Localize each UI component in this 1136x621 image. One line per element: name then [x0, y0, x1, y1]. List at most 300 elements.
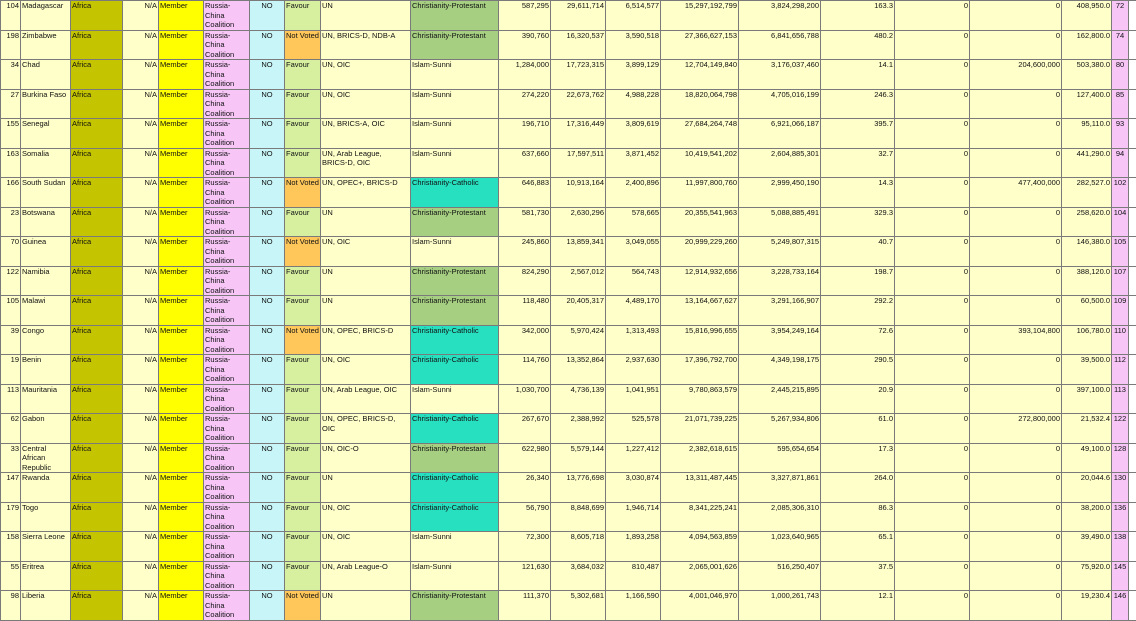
- cell-population[interactable]: 17,597,511: [551, 148, 606, 178]
- cell-population[interactable]: 2,388,992: [551, 414, 606, 444]
- cell-value-6[interactable]: 290.5: [821, 355, 895, 385]
- cell-value-3[interactable]: 1,893,258: [606, 532, 661, 562]
- cell-row-number[interactable]: 147: [1, 473, 21, 503]
- cell-value-8[interactable]: 0: [970, 119, 1062, 149]
- cell-religion[interactable]: Islam-Sunni: [411, 89, 499, 119]
- cell-value-8[interactable]: 0: [970, 237, 1062, 267]
- cell-organizations[interactable]: UN, Arab League, OIC: [321, 384, 411, 414]
- cell-row-number[interactable]: 27: [1, 89, 21, 119]
- cell-membership[interactable]: Member: [159, 355, 204, 385]
- cell-country[interactable]: Chad: [21, 60, 71, 90]
- cell-value-8[interactable]: 477,400,000: [970, 178, 1062, 208]
- cell-vote[interactable]: Favour: [285, 207, 321, 237]
- cell-value-5[interactable]: 3,954,249,164: [739, 325, 821, 355]
- cell-next-column-edge[interactable]: [1129, 266, 1136, 296]
- cell-rank[interactable]: 128: [1112, 443, 1129, 473]
- cell-membership[interactable]: Member: [159, 266, 204, 296]
- cell-value-6[interactable]: 12.1: [821, 591, 895, 621]
- cell-population[interactable]: 8,848,699: [551, 502, 606, 532]
- cell-country[interactable]: Botswana: [21, 207, 71, 237]
- cell-rank[interactable]: 80: [1112, 60, 1129, 90]
- cell-continent[interactable]: Africa: [71, 207, 123, 237]
- cell-vote[interactable]: Favour: [285, 266, 321, 296]
- cell-membership[interactable]: Member: [159, 30, 204, 60]
- cell-membership[interactable]: Member: [159, 414, 204, 444]
- cell-vote[interactable]: Not Voted: [285, 178, 321, 208]
- cell-organizations[interactable]: UN, OIC: [321, 355, 411, 385]
- cell-value-8[interactable]: 272,800,000: [970, 414, 1062, 444]
- cell-value-5[interactable]: 3,824,298,200: [739, 1, 821, 31]
- cell-organizations[interactable]: UN: [321, 591, 411, 621]
- cell-continent[interactable]: Africa: [71, 502, 123, 532]
- cell-na[interactable]: N/A: [123, 355, 159, 385]
- cell-country[interactable]: Togo: [21, 502, 71, 532]
- cell-na[interactable]: N/A: [123, 148, 159, 178]
- cell-area[interactable]: 245,860: [499, 237, 551, 267]
- cell-value-3[interactable]: 3,030,874: [606, 473, 661, 503]
- cell-next-column-edge[interactable]: [1129, 148, 1136, 178]
- cell-area[interactable]: 390,760: [499, 30, 551, 60]
- cell-vote[interactable]: Not Voted: [285, 591, 321, 621]
- cell-coalition[interactable]: Russia-China Coalition: [204, 148, 250, 178]
- cell-rank[interactable]: 146: [1112, 591, 1129, 621]
- cell-membership[interactable]: Member: [159, 237, 204, 267]
- cell-country[interactable]: Central African Republic: [21, 443, 71, 473]
- cell-value-5[interactable]: 2,604,885,301: [739, 148, 821, 178]
- cell-organizations[interactable]: UN, OIC: [321, 532, 411, 562]
- cell-value-3[interactable]: 1,946,714: [606, 502, 661, 532]
- cell-coalition[interactable]: Russia-China Coalition: [204, 443, 250, 473]
- cell-value-5[interactable]: 3,228,733,164: [739, 266, 821, 296]
- cell-value-9[interactable]: 19,230.4: [1062, 591, 1112, 621]
- cell-organizations[interactable]: UN, OIC-O: [321, 443, 411, 473]
- cell-continent[interactable]: Africa: [71, 355, 123, 385]
- cell-value-4[interactable]: 15,297,192,799: [661, 1, 739, 31]
- cell-value-8[interactable]: 204,600,000: [970, 60, 1062, 90]
- cell-coalition[interactable]: Russia-China Coalition: [204, 237, 250, 267]
- cell-continent[interactable]: Africa: [71, 296, 123, 326]
- cell-membership[interactable]: Member: [159, 178, 204, 208]
- cell-vote[interactable]: Favour: [285, 148, 321, 178]
- cell-value-6[interactable]: 264.0: [821, 473, 895, 503]
- cell-religion[interactable]: Islam-Sunni: [411, 119, 499, 149]
- cell-religion[interactable]: Islam-Sunni: [411, 561, 499, 591]
- cell-value-7[interactable]: 0: [895, 207, 970, 237]
- cell-vote[interactable]: Favour: [285, 355, 321, 385]
- cell-membership[interactable]: Member: [159, 325, 204, 355]
- cell-next-column-edge[interactable]: [1129, 561, 1136, 591]
- cell-next-column-edge[interactable]: [1129, 502, 1136, 532]
- cell-membership[interactable]: Member: [159, 1, 204, 31]
- cell-population[interactable]: 10,913,164: [551, 178, 606, 208]
- cell-rank[interactable]: 93: [1112, 119, 1129, 149]
- cell-coalition[interactable]: Russia-China Coalition: [204, 414, 250, 444]
- cell-value-7[interactable]: 0: [895, 384, 970, 414]
- cell-row-number[interactable]: 33: [1, 443, 21, 473]
- cell-value-9[interactable]: 503,380.0: [1062, 60, 1112, 90]
- cell-organizations[interactable]: UN: [321, 266, 411, 296]
- cell-membership[interactable]: Member: [159, 384, 204, 414]
- cell-value-8[interactable]: 393,104,800: [970, 325, 1062, 355]
- cell-next-column-edge[interactable]: [1129, 296, 1136, 326]
- cell-value-4[interactable]: 21,071,739,225: [661, 414, 739, 444]
- cell-value-4[interactable]: 18,820,064,798: [661, 89, 739, 119]
- cell-coalition[interactable]: Russia-China Coalition: [204, 89, 250, 119]
- cell-value-6[interactable]: 395.7: [821, 119, 895, 149]
- cell-country[interactable]: Madagascar: [21, 1, 71, 31]
- cell-rank[interactable]: 104: [1112, 207, 1129, 237]
- cell-row-number[interactable]: 179: [1, 502, 21, 532]
- cell-value-5[interactable]: 2,085,306,310: [739, 502, 821, 532]
- cell-na[interactable]: N/A: [123, 1, 159, 31]
- cell-value-5[interactable]: 595,654,654: [739, 443, 821, 473]
- cell-no[interactable]: NO: [250, 502, 285, 532]
- cell-coalition[interactable]: Russia-China Coalition: [204, 591, 250, 621]
- cell-value-9[interactable]: 38,200.0: [1062, 502, 1112, 532]
- cell-value-3[interactable]: 1,041,951: [606, 384, 661, 414]
- cell-organizations[interactable]: UN, OIC: [321, 237, 411, 267]
- cell-value-9[interactable]: 95,110.0: [1062, 119, 1112, 149]
- cell-value-9[interactable]: 21,532.4: [1062, 414, 1112, 444]
- cell-value-7[interactable]: 0: [895, 502, 970, 532]
- cell-value-6[interactable]: 14.1: [821, 60, 895, 90]
- cell-value-6[interactable]: 163.3: [821, 1, 895, 31]
- cell-next-column-edge[interactable]: [1129, 443, 1136, 473]
- cell-value-3[interactable]: 564,743: [606, 266, 661, 296]
- cell-value-9[interactable]: 39,490.0: [1062, 532, 1112, 562]
- cell-value-8[interactable]: 0: [970, 207, 1062, 237]
- cell-rank[interactable]: 138: [1112, 532, 1129, 562]
- cell-value-4[interactable]: 12,914,932,656: [661, 266, 739, 296]
- cell-row-number[interactable]: 163: [1, 148, 21, 178]
- cell-value-3[interactable]: 578,665: [606, 207, 661, 237]
- cell-na[interactable]: N/A: [123, 561, 159, 591]
- cell-value-8[interactable]: 0: [970, 30, 1062, 60]
- cell-population[interactable]: 5,302,681: [551, 591, 606, 621]
- cell-value-7[interactable]: 0: [895, 532, 970, 562]
- cell-next-column-edge[interactable]: [1129, 355, 1136, 385]
- cell-rank[interactable]: 85: [1112, 89, 1129, 119]
- cell-country[interactable]: Burkina Faso: [21, 89, 71, 119]
- cell-value-5[interactable]: 516,250,407: [739, 561, 821, 591]
- cell-no[interactable]: NO: [250, 561, 285, 591]
- cell-value-4[interactable]: 13,164,667,627: [661, 296, 739, 326]
- cell-religion[interactable]: Christianity-Protestant: [411, 296, 499, 326]
- cell-coalition[interactable]: Russia-China Coalition: [204, 502, 250, 532]
- cell-next-column-edge[interactable]: [1129, 532, 1136, 562]
- cell-rank[interactable]: 145: [1112, 561, 1129, 591]
- cell-value-3[interactable]: 4,988,228: [606, 89, 661, 119]
- cell-value-6[interactable]: 198.7: [821, 266, 895, 296]
- cell-value-5[interactable]: 1,023,640,965: [739, 532, 821, 562]
- cell-value-9[interactable]: 20,044.6: [1062, 473, 1112, 503]
- cell-value-6[interactable]: 37.5: [821, 561, 895, 591]
- cell-rank[interactable]: 109: [1112, 296, 1129, 326]
- cell-value-4[interactable]: 2,382,618,615: [661, 443, 739, 473]
- cell-na[interactable]: N/A: [123, 532, 159, 562]
- cell-country[interactable]: Congo: [21, 325, 71, 355]
- cell-continent[interactable]: Africa: [71, 443, 123, 473]
- cell-coalition[interactable]: Russia-China Coalition: [204, 266, 250, 296]
- cell-membership[interactable]: Member: [159, 207, 204, 237]
- cell-value-4[interactable]: 4,001,046,970: [661, 591, 739, 621]
- cell-area[interactable]: 637,660: [499, 148, 551, 178]
- cell-rank[interactable]: 107: [1112, 266, 1129, 296]
- cell-value-9[interactable]: 162,800.0: [1062, 30, 1112, 60]
- cell-value-7[interactable]: 0: [895, 414, 970, 444]
- cell-value-5[interactable]: 5,249,807,315: [739, 237, 821, 267]
- cell-population[interactable]: 3,684,032: [551, 561, 606, 591]
- cell-value-7[interactable]: 0: [895, 237, 970, 267]
- cell-row-number[interactable]: 105: [1, 296, 21, 326]
- cell-value-8[interactable]: 0: [970, 266, 1062, 296]
- cell-value-6[interactable]: 246.3: [821, 89, 895, 119]
- cell-value-5[interactable]: 6,841,656,788: [739, 30, 821, 60]
- cell-country[interactable]: South Sudan: [21, 178, 71, 208]
- cell-vote[interactable]: Favour: [285, 502, 321, 532]
- cell-no[interactable]: NO: [250, 591, 285, 621]
- cell-value-4[interactable]: 2,065,001,626: [661, 561, 739, 591]
- cell-coalition[interactable]: Russia-China Coalition: [204, 60, 250, 90]
- cell-value-5[interactable]: 6,921,066,187: [739, 119, 821, 149]
- cell-value-3[interactable]: 3,590,518: [606, 30, 661, 60]
- cell-coalition[interactable]: Russia-China Coalition: [204, 384, 250, 414]
- cell-value-5[interactable]: 3,327,871,861: [739, 473, 821, 503]
- cell-vote[interactable]: Favour: [285, 443, 321, 473]
- cell-country[interactable]: Malawi: [21, 296, 71, 326]
- cell-country[interactable]: Sierra Leone: [21, 532, 71, 562]
- cell-country[interactable]: Namibia: [21, 266, 71, 296]
- cell-row-number[interactable]: 34: [1, 60, 21, 90]
- cell-religion[interactable]: Christianity-Protestant: [411, 30, 499, 60]
- cell-continent[interactable]: Africa: [71, 384, 123, 414]
- cell-area[interactable]: 118,480: [499, 296, 551, 326]
- cell-no[interactable]: NO: [250, 89, 285, 119]
- cell-area[interactable]: 196,710: [499, 119, 551, 149]
- cell-value-9[interactable]: 106,780.0: [1062, 325, 1112, 355]
- cell-no[interactable]: NO: [250, 178, 285, 208]
- cell-religion[interactable]: Islam-Sunni: [411, 60, 499, 90]
- cell-value-8[interactable]: 0: [970, 502, 1062, 532]
- cell-value-5[interactable]: 3,291,166,907: [739, 296, 821, 326]
- cell-value-3[interactable]: 3,871,452: [606, 148, 661, 178]
- cell-value-6[interactable]: 86.3: [821, 502, 895, 532]
- cell-value-9[interactable]: 39,500.0: [1062, 355, 1112, 385]
- cell-religion[interactable]: Islam-Sunni: [411, 237, 499, 267]
- cell-coalition[interactable]: Russia-China Coalition: [204, 532, 250, 562]
- cell-membership[interactable]: Member: [159, 148, 204, 178]
- cell-country[interactable]: Somalia: [21, 148, 71, 178]
- cell-value-3[interactable]: 525,578: [606, 414, 661, 444]
- cell-next-column-edge[interactable]: [1129, 60, 1136, 90]
- cell-vote[interactable]: Not Voted: [285, 237, 321, 267]
- cell-value-7[interactable]: 0: [895, 89, 970, 119]
- cell-organizations[interactable]: UN, OIC: [321, 502, 411, 532]
- cell-religion[interactable]: Christianity-Catholic: [411, 355, 499, 385]
- cell-continent[interactable]: Africa: [71, 473, 123, 503]
- cell-continent[interactable]: Africa: [71, 591, 123, 621]
- cell-value-8[interactable]: 0: [970, 148, 1062, 178]
- cell-area[interactable]: 26,340: [499, 473, 551, 503]
- cell-population[interactable]: 20,405,317: [551, 296, 606, 326]
- cell-value-8[interactable]: 0: [970, 355, 1062, 385]
- cell-area[interactable]: 622,980: [499, 443, 551, 473]
- cell-coalition[interactable]: Russia-China Coalition: [204, 207, 250, 237]
- cell-population[interactable]: 2,567,012: [551, 266, 606, 296]
- cell-organizations[interactable]: UN, Arab League-O: [321, 561, 411, 591]
- cell-no[interactable]: NO: [250, 1, 285, 31]
- cell-value-5[interactable]: 5,088,885,491: [739, 207, 821, 237]
- cell-membership[interactable]: Member: [159, 119, 204, 149]
- cell-population[interactable]: 13,352,864: [551, 355, 606, 385]
- cell-coalition[interactable]: Russia-China Coalition: [204, 1, 250, 31]
- cell-continent[interactable]: Africa: [71, 148, 123, 178]
- cell-coalition[interactable]: Russia-China Coalition: [204, 119, 250, 149]
- cell-row-number[interactable]: 19: [1, 355, 21, 385]
- cell-value-4[interactable]: 10,419,541,202: [661, 148, 739, 178]
- cell-rank[interactable]: 74: [1112, 30, 1129, 60]
- cell-value-4[interactable]: 8,341,225,241: [661, 502, 739, 532]
- cell-next-column-edge[interactable]: [1129, 178, 1136, 208]
- cell-religion[interactable]: Christianity-Catholic: [411, 325, 499, 355]
- cell-value-5[interactable]: 4,349,198,175: [739, 355, 821, 385]
- cell-value-9[interactable]: 441,290.0: [1062, 148, 1112, 178]
- cell-religion[interactable]: Christianity-Protestant: [411, 1, 499, 31]
- cell-religion[interactable]: Christianity-Protestant: [411, 207, 499, 237]
- cell-membership[interactable]: Member: [159, 443, 204, 473]
- cell-no[interactable]: NO: [250, 414, 285, 444]
- cell-organizations[interactable]: UN, OPEC, BRICS-D, OIC: [321, 414, 411, 444]
- cell-value-9[interactable]: 408,950.0: [1062, 1, 1112, 31]
- cell-no[interactable]: NO: [250, 296, 285, 326]
- cell-continent[interactable]: Africa: [71, 414, 123, 444]
- cell-na[interactable]: N/A: [123, 207, 159, 237]
- cell-next-column-edge[interactable]: [1129, 384, 1136, 414]
- cell-na[interactable]: N/A: [123, 119, 159, 149]
- cell-value-5[interactable]: 3,176,037,460: [739, 60, 821, 90]
- cell-value-5[interactable]: 5,267,934,806: [739, 414, 821, 444]
- cell-value-3[interactable]: 1,227,412: [606, 443, 661, 473]
- cell-no[interactable]: NO: [250, 384, 285, 414]
- cell-continent[interactable]: Africa: [71, 89, 123, 119]
- cell-na[interactable]: N/A: [123, 60, 159, 90]
- cell-na[interactable]: N/A: [123, 414, 159, 444]
- cell-next-column-edge[interactable]: [1129, 1, 1136, 31]
- cell-vote[interactable]: Favour: [285, 414, 321, 444]
- cell-na[interactable]: N/A: [123, 296, 159, 326]
- cell-value-4[interactable]: 20,355,541,963: [661, 207, 739, 237]
- cell-value-4[interactable]: 27,684,264,748: [661, 119, 739, 149]
- cell-row-number[interactable]: 98: [1, 591, 21, 621]
- cell-value-3[interactable]: 6,514,577: [606, 1, 661, 31]
- cell-area[interactable]: 646,883: [499, 178, 551, 208]
- cell-rank[interactable]: 102: [1112, 178, 1129, 208]
- cell-population[interactable]: 13,859,341: [551, 237, 606, 267]
- cell-value-8[interactable]: 0: [970, 473, 1062, 503]
- cell-value-5[interactable]: 4,705,016,199: [739, 89, 821, 119]
- cell-value-9[interactable]: 49,100.0: [1062, 443, 1112, 473]
- cell-vote[interactable]: Favour: [285, 384, 321, 414]
- cell-value-9[interactable]: 282,527.0: [1062, 178, 1112, 208]
- cell-next-column-edge[interactable]: [1129, 414, 1136, 444]
- cell-religion[interactable]: Islam-Sunni: [411, 532, 499, 562]
- cell-area[interactable]: 274,220: [499, 89, 551, 119]
- cell-population[interactable]: 16,320,537: [551, 30, 606, 60]
- cell-value-3[interactable]: 1,166,590: [606, 591, 661, 621]
- cell-organizations[interactable]: UN, BRICS-D, NDB-A: [321, 30, 411, 60]
- cell-continent[interactable]: Africa: [71, 60, 123, 90]
- cell-value-6[interactable]: 40.7: [821, 237, 895, 267]
- cell-organizations[interactable]: UN: [321, 473, 411, 503]
- cell-population[interactable]: 8,605,718: [551, 532, 606, 562]
- cell-area[interactable]: 581,730: [499, 207, 551, 237]
- cell-vote[interactable]: Not Voted: [285, 30, 321, 60]
- cell-value-6[interactable]: 292.2: [821, 296, 895, 326]
- cell-membership[interactable]: Member: [159, 296, 204, 326]
- cell-row-number[interactable]: 70: [1, 237, 21, 267]
- cell-membership[interactable]: Member: [159, 60, 204, 90]
- cell-value-8[interactable]: 0: [970, 443, 1062, 473]
- cell-organizations[interactable]: UN, OPEC+, BRICS-D: [321, 178, 411, 208]
- cell-organizations[interactable]: UN, BRICS-A, OIC: [321, 119, 411, 149]
- cell-value-9[interactable]: 75,920.0: [1062, 561, 1112, 591]
- cell-country[interactable]: Rwanda: [21, 473, 71, 503]
- cell-coalition[interactable]: Russia-China Coalition: [204, 296, 250, 326]
- cell-value-4[interactable]: 9,780,863,579: [661, 384, 739, 414]
- cell-value-9[interactable]: 258,620.0: [1062, 207, 1112, 237]
- cell-na[interactable]: N/A: [123, 178, 159, 208]
- cell-area[interactable]: 56,790: [499, 502, 551, 532]
- cell-no[interactable]: NO: [250, 148, 285, 178]
- cell-row-number[interactable]: 39: [1, 325, 21, 355]
- cell-value-4[interactable]: 11,997,800,760: [661, 178, 739, 208]
- cell-coalition[interactable]: Russia-China Coalition: [204, 355, 250, 385]
- cell-next-column-edge[interactable]: [1129, 207, 1136, 237]
- cell-next-column-edge[interactable]: [1129, 119, 1136, 149]
- cell-value-5[interactable]: 2,445,215,895: [739, 384, 821, 414]
- cell-country[interactable]: Benin: [21, 355, 71, 385]
- cell-value-6[interactable]: 480.2: [821, 30, 895, 60]
- cell-value-7[interactable]: 0: [895, 60, 970, 90]
- cell-na[interactable]: N/A: [123, 384, 159, 414]
- cell-population[interactable]: 17,723,315: [551, 60, 606, 90]
- cell-country[interactable]: Mauritania: [21, 384, 71, 414]
- cell-value-3[interactable]: 2,937,630: [606, 355, 661, 385]
- cell-country[interactable]: Senegal: [21, 119, 71, 149]
- cell-no[interactable]: NO: [250, 30, 285, 60]
- cell-value-4[interactable]: 17,396,792,700: [661, 355, 739, 385]
- cell-row-number[interactable]: 166: [1, 178, 21, 208]
- cell-row-number[interactable]: 155: [1, 119, 21, 149]
- cell-next-column-edge[interactable]: [1129, 30, 1136, 60]
- cell-value-8[interactable]: 0: [970, 89, 1062, 119]
- cell-row-number[interactable]: 55: [1, 561, 21, 591]
- cell-na[interactable]: N/A: [123, 502, 159, 532]
- cell-organizations[interactable]: UN: [321, 1, 411, 31]
- cell-coalition[interactable]: Russia-China Coalition: [204, 178, 250, 208]
- cell-row-number[interactable]: 23: [1, 207, 21, 237]
- cell-rank[interactable]: 110: [1112, 325, 1129, 355]
- cell-coalition[interactable]: Russia-China Coalition: [204, 30, 250, 60]
- cell-value-9[interactable]: 127,400.0: [1062, 89, 1112, 119]
- cell-continent[interactable]: Africa: [71, 30, 123, 60]
- cell-membership[interactable]: Member: [159, 502, 204, 532]
- cell-religion[interactable]: Islam-Sunni: [411, 384, 499, 414]
- cell-organizations[interactable]: UN, OPEC, BRICS-D: [321, 325, 411, 355]
- cell-value-3[interactable]: 810,487: [606, 561, 661, 591]
- cell-row-number[interactable]: 104: [1, 1, 21, 31]
- cell-value-7[interactable]: 0: [895, 325, 970, 355]
